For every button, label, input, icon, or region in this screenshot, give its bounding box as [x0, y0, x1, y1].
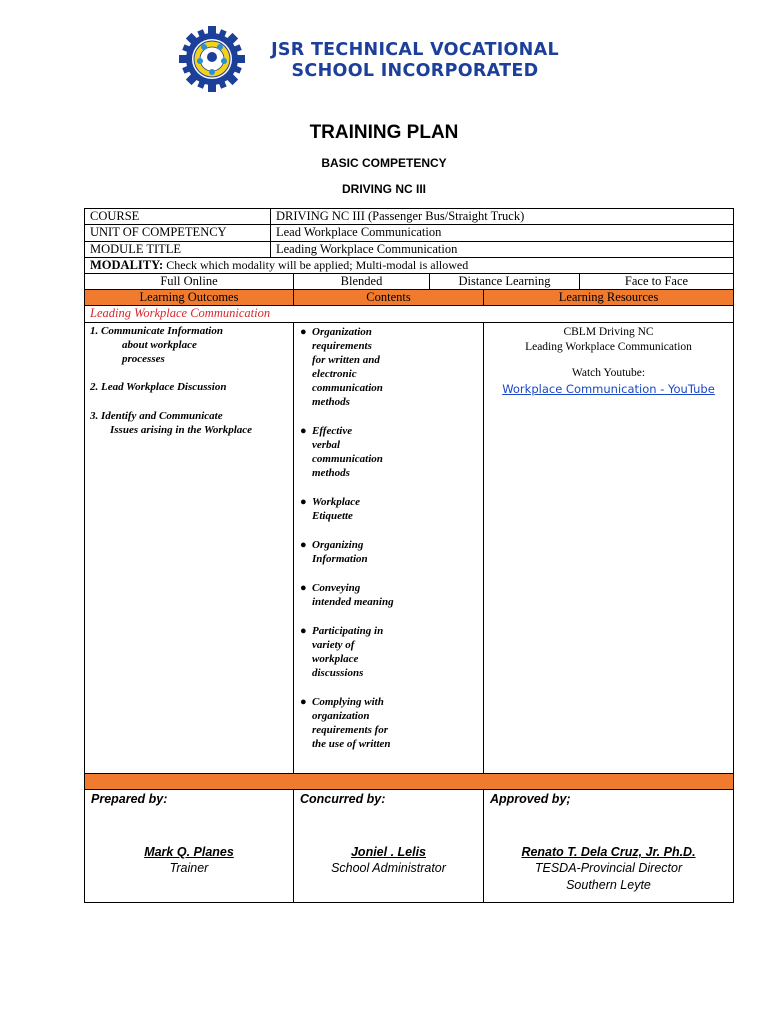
- modality-face-to-face[interactable]: Face to Face: [624, 274, 689, 288]
- document-subtitle: BASIC COMPETENCY: [321, 156, 447, 170]
- content-5-line: Conveying: [312, 582, 361, 594]
- concurred-by-cell: [294, 790, 484, 902]
- outcome-1: [90, 324, 288, 366]
- content-7-line: requirements for: [312, 724, 389, 736]
- content-1-line: requirements: [312, 340, 372, 352]
- orange-divider: [85, 774, 733, 789]
- school-name-line2: SCHOOL INCORPORATED: [291, 61, 539, 81]
- resource-module: Leading Workplace Communication: [525, 340, 692, 353]
- outcome-1-line2: about workplace: [122, 339, 197, 351]
- contents-cell: [294, 323, 484, 773]
- content-7-line: organization: [312, 710, 370, 722]
- section-title-row: [85, 306, 733, 323]
- unit-label: UNIT OF COMPETENCY: [85, 225, 271, 241]
- school-name-line1: JSR TECHNICAL VOCATIONAL: [271, 40, 559, 60]
- outcome-2: 2. Lead Workplace Discussion: [90, 381, 227, 393]
- school-name: [250, 40, 580, 82]
- document-title: TRAINING PLAN: [309, 122, 459, 143]
- column-header-contents: Contents: [294, 290, 484, 305]
- bullet-icon: ●: [300, 425, 307, 437]
- column-header-outcomes: Learning Outcomes: [85, 290, 294, 305]
- content-3-line: Etiquette: [312, 510, 353, 522]
- concurred-by-label: Concurred by:: [300, 792, 386, 806]
- column-header-resources: Learning Resources: [558, 290, 659, 304]
- modality-label: MODALITY:: [90, 258, 164, 272]
- bullet-icon: ●: [300, 582, 307, 594]
- content-2-line: communication: [312, 453, 383, 465]
- column-header-row: [85, 290, 733, 306]
- course-label: COURSE: [85, 209, 271, 224]
- modality-blended[interactable]: Blended: [294, 274, 430, 289]
- outcome-3-line2: Issues arising in the Workplace: [110, 424, 253, 436]
- program-title: DRIVING NC III: [341, 182, 426, 196]
- prepared-by-label: Prepared by:: [91, 792, 168, 806]
- resources-cell: [484, 323, 733, 773]
- orange-divider-row: [85, 774, 733, 790]
- resource-watch-label: Watch Youtube:: [571, 367, 646, 379]
- content-2-line: verbal: [312, 439, 341, 451]
- section-title: Leading Workplace Communication: [90, 306, 271, 320]
- modality-full-online[interactable]: Full Online: [85, 274, 294, 289]
- youtube-link[interactable]: Workplace Communication - YouTube: [502, 381, 715, 396]
- content-1-line: Organization: [312, 326, 372, 338]
- modality-distance-learning[interactable]: Distance Learning: [430, 274, 580, 289]
- approved-by-label: Approved by;: [490, 792, 571, 806]
- bullet-icon: ●: [300, 696, 307, 708]
- approved-by-location: Southern Leyte: [566, 878, 651, 892]
- content-item-5: [300, 581, 478, 609]
- content-4-line: Organizing: [312, 539, 364, 551]
- unit-row: [85, 225, 733, 242]
- content-7-line: the use of written: [312, 738, 391, 750]
- outcome-3-line1: 3. Identify and Communicate: [90, 410, 223, 422]
- bullet-icon: ●: [300, 625, 307, 637]
- modality-row: [85, 258, 733, 274]
- resource-cblm: CBLM Driving NC: [563, 326, 654, 338]
- module-value: Leading Workplace Communication: [276, 242, 458, 256]
- content-item-4: [300, 538, 478, 566]
- content-2-line: Effective: [312, 425, 353, 437]
- content-1-line: electronic: [312, 368, 357, 380]
- outcomes-cell: [85, 323, 294, 773]
- concurred-by-role: School Administrator: [331, 861, 446, 875]
- school-logo-icon: [178, 25, 246, 93]
- approved-by-cell: [484, 790, 733, 902]
- concurred-by-name: Joniel . Lelis: [350, 845, 427, 859]
- bullet-icon: ●: [300, 326, 307, 338]
- content-item-1: [300, 325, 478, 409]
- content-6-line: discussions: [312, 667, 364, 679]
- outcome-1-line3: processes: [122, 353, 165, 365]
- prepared-by-cell: [85, 790, 294, 902]
- content-1-line: for written and: [312, 354, 380, 366]
- modality-cell: [85, 258, 733, 273]
- content-4-line: Information: [312, 553, 368, 565]
- approved-by-role: TESDA-Provincial Director: [534, 861, 683, 875]
- content-body-row: [85, 323, 733, 774]
- content-7-line: Complying with: [312, 696, 384, 708]
- content-5-line: intended meaning: [312, 596, 394, 608]
- outcome-3: [90, 409, 288, 437]
- content-1-line: methods: [312, 396, 350, 408]
- unit-value: Lead Workplace Communication: [276, 225, 442, 239]
- outcome-1-line1: 1. Communicate Information: [90, 325, 223, 337]
- modality-options-row: [85, 274, 733, 290]
- content-item-6: [300, 624, 478, 680]
- module-row: [85, 242, 733, 258]
- content-item-2: [300, 424, 478, 480]
- bullet-icon: ●: [300, 496, 307, 508]
- prepared-by-name: Mark Q. Planes: [144, 845, 234, 859]
- content-3-line: Workplace: [312, 496, 361, 508]
- course-row: [85, 209, 733, 225]
- content-6-line: Participating in: [312, 625, 384, 637]
- content-2-line: methods: [312, 467, 350, 479]
- content-item-7: [300, 695, 478, 751]
- prepared-by-role: Trainer: [169, 861, 209, 875]
- approved-by-name: Renato T. Dela Cruz, Jr. Ph.D.: [521, 845, 696, 859]
- content-6-line: variety of: [312, 639, 355, 651]
- course-value: DRIVING NC III (Passenger Bus/Straight Truck): [276, 209, 525, 223]
- training-plan-table: [84, 208, 734, 903]
- signature-row: [85, 790, 733, 902]
- bullet-icon: ●: [300, 539, 307, 551]
- content-item-3: [300, 495, 478, 523]
- content-6-line: workplace: [312, 653, 359, 665]
- modality-instruction: Check which modality will be applied; Multi-modal is allowed: [166, 258, 469, 272]
- content-1-line: communication: [312, 382, 383, 394]
- module-label: MODULE TITLE: [85, 242, 271, 257]
